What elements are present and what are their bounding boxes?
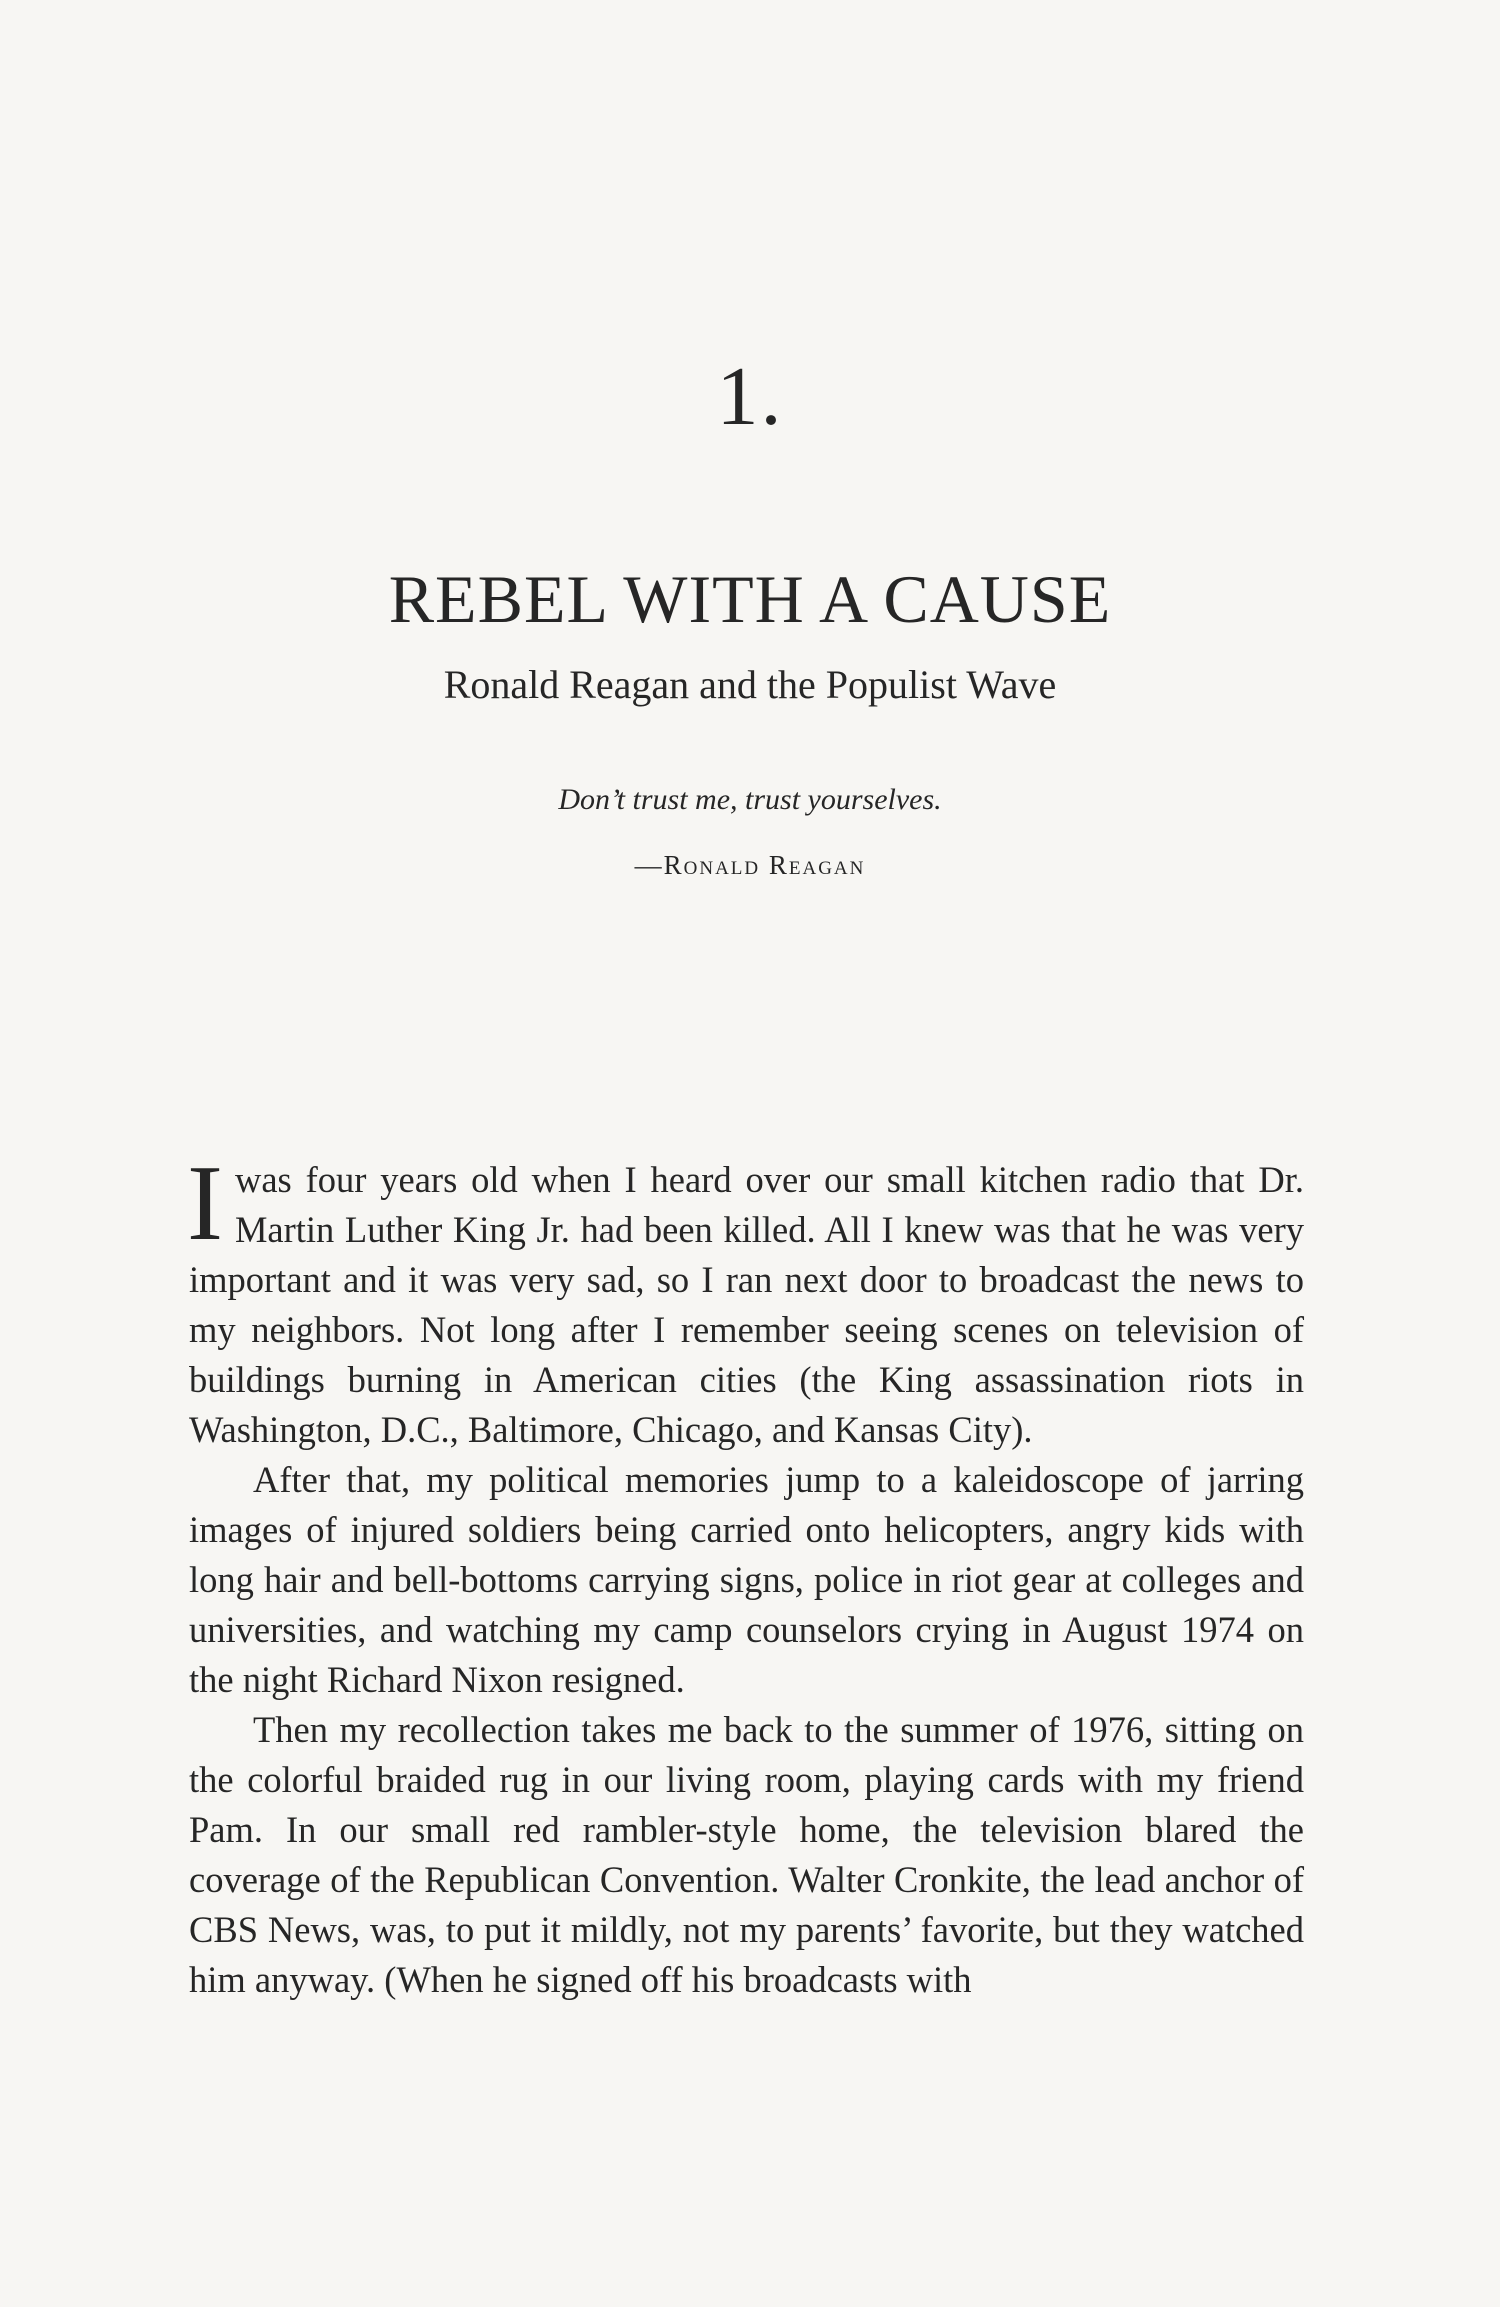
chapter-title: REBEL WITH A CAUSE (388, 561, 1112, 637)
epigraph-attribution: —Ronald Reagan (634, 850, 866, 880)
drop-cap: I (187, 1144, 223, 1263)
paragraph-1 (187, 1144, 1304, 1455)
body-text (187, 1144, 1304, 2005)
paragraph-3: Then my recollection takes me back to the summer of 1976, sitting on the colorful braided rug in our living room, playing cards with my friend Pam. In our small red rambler-style home, the television blared the coverage of the Republican Convention. Walter Cronkite, the lead anchor of CBS News, was, to put it mildly, not my parents’ favorite, but they watched him anyway. (When he signed off his broadcasts with (189, 1709, 1304, 2000)
paragraph-2: After that, my political memories jump to a kaleidoscope of jarring images of injured soldiers being carried onto helicopters, angry kids with long hair and bell-bottoms carrying signs, police in riot gear at colleges and universities, and watching my camp counselors crying in August 1974 on the night Richard Nixon resigned. (189, 1459, 1304, 1700)
epigraph-quote: Don’t trust me, trust yourselves. (558, 783, 942, 816)
paragraph-1-text: was four years old when I heard over our small kitchen radio that Dr. Martin Luther King Jr. had been killed. All I knew was that he was very important and it was very sad, so I ran next door to broadcast the news to my neighbors. Not long after I remember seeing scenes on television of buildings burning in American cities (the King assassination riots in Washington, D.C., Baltimore, Chicago, and Kansas City). (189, 1159, 1304, 1450)
chapter-number: 1. (716, 350, 784, 443)
chapter-subtitle: Ronald Reagan and the Populist Wave (443, 662, 1057, 707)
